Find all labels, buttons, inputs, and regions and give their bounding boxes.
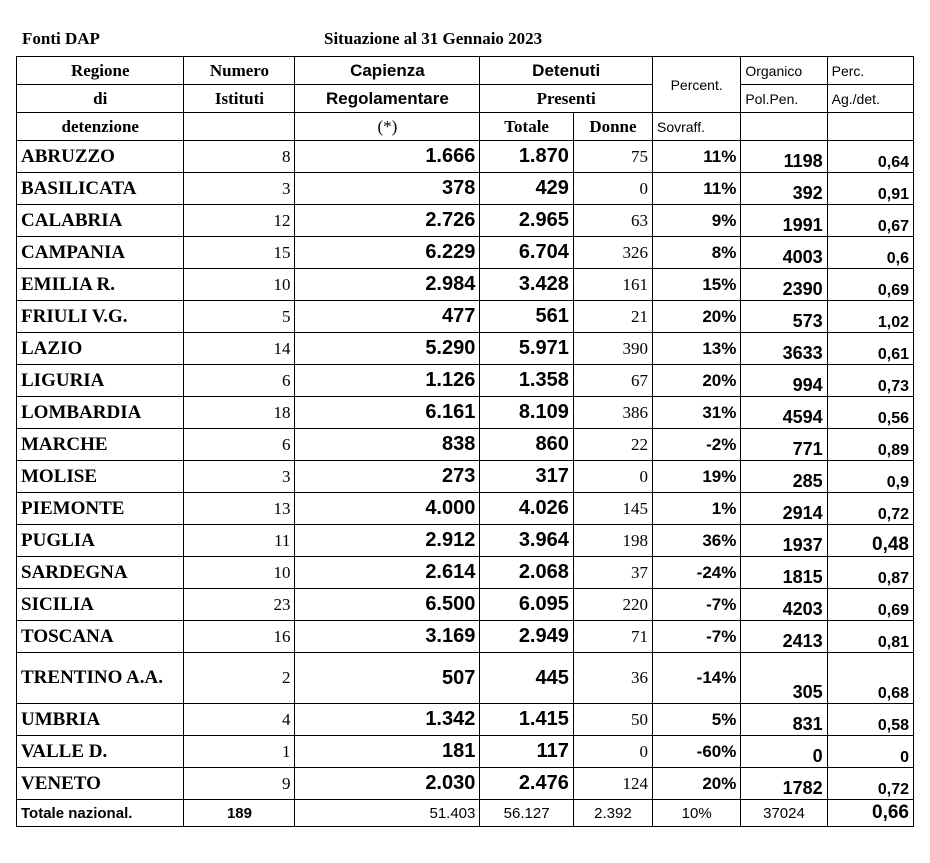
table-row: [17, 301, 914, 333]
col-header-perc-2: Ag./det.: [827, 85, 913, 113]
col-header-organico-3: [741, 113, 827, 141]
row-sovraff: 31%: [652, 397, 740, 429]
row-istituti: 23: [184, 589, 295, 621]
row-regione: EMILIA R.: [17, 269, 184, 301]
row-ag-det: 0,81: [827, 621, 913, 653]
row-regione: SARDEGNA: [17, 557, 184, 589]
col-header-perc-3: [827, 113, 913, 141]
table-body: [17, 141, 914, 800]
row-istituti: 10: [184, 269, 295, 301]
row-sovraff: 36%: [652, 525, 740, 557]
total-capienza: 51.403: [295, 800, 480, 827]
row-totale: 1.870: [480, 141, 574, 173]
row-sovraff: -14%: [652, 653, 740, 704]
row-organico: 4203: [741, 589, 827, 621]
table-row: [17, 653, 914, 704]
row-donne: 161: [573, 269, 652, 301]
row-capienza: 477: [295, 301, 480, 333]
row-ag-det: 0,61: [827, 333, 913, 365]
table-row: [17, 173, 914, 205]
total-row: [17, 800, 914, 827]
row-capienza: 2.726: [295, 205, 480, 237]
col-header-regione-2: di: [17, 85, 184, 113]
row-capienza: 6.500: [295, 589, 480, 621]
row-organico: 1782: [741, 768, 827, 800]
row-organico: 573: [741, 301, 827, 333]
prison-table: [16, 56, 914, 827]
table-row: [17, 493, 914, 525]
row-ag-det: 0,69: [827, 269, 913, 301]
table-row: [17, 269, 914, 301]
row-istituti: 13: [184, 493, 295, 525]
row-donne: 386: [573, 397, 652, 429]
row-organico: 2413: [741, 621, 827, 653]
row-organico: 1991: [741, 205, 827, 237]
row-ag-det: 0,72: [827, 493, 913, 525]
row-organico: 2914: [741, 493, 827, 525]
row-regione: SICILIA: [17, 589, 184, 621]
total-donne: 2.392: [573, 800, 652, 827]
row-sovraff: -7%: [652, 589, 740, 621]
row-istituti: 3: [184, 461, 295, 493]
row-totale: 2.476: [480, 768, 574, 800]
row-sovraff: 5%: [652, 704, 740, 736]
row-donne: 326: [573, 237, 652, 269]
row-totale: 445: [480, 653, 574, 704]
row-donne: 75: [573, 141, 652, 173]
row-regione: PUGLIA: [17, 525, 184, 557]
row-sovraff: -60%: [652, 736, 740, 768]
total-ag-det: 0,66: [827, 800, 913, 827]
row-organico: 4003: [741, 237, 827, 269]
row-totale: 429: [480, 173, 574, 205]
col-header-capienza-3: (*): [295, 113, 480, 141]
row-ag-det: 0,67: [827, 205, 913, 237]
table-row: [17, 525, 914, 557]
row-sovraff: 13%: [652, 333, 740, 365]
table-row: [17, 461, 914, 493]
row-sovraff: 9%: [652, 205, 740, 237]
row-sovraff: 15%: [652, 269, 740, 301]
row-donne: 0: [573, 461, 652, 493]
row-donne: 36: [573, 653, 652, 704]
row-istituti: 16: [184, 621, 295, 653]
row-capienza: 1.126: [295, 365, 480, 397]
row-regione: CAMPANIA: [17, 237, 184, 269]
row-regione: PIEMONTE: [17, 493, 184, 525]
row-donne: 67: [573, 365, 652, 397]
row-ag-det: 0,69: [827, 589, 913, 621]
table-row: [17, 589, 914, 621]
row-totale: 2.068: [480, 557, 574, 589]
row-sovraff: 20%: [652, 768, 740, 800]
row-capienza: 1.342: [295, 704, 480, 736]
row-donne: 37: [573, 557, 652, 589]
col-header-numero-1: Numero: [184, 57, 295, 85]
table-row: [17, 704, 914, 736]
row-ag-det: 0,87: [827, 557, 913, 589]
row-regione: LOMBARDIA: [17, 397, 184, 429]
total-totale: 56.127: [480, 800, 574, 827]
situation-date: Situazione al 31 Gennaio 2023: [324, 29, 543, 48]
row-ag-det: 0,6: [827, 237, 913, 269]
row-sovraff: -2%: [652, 429, 740, 461]
row-regione: ABRUZZO: [17, 141, 184, 173]
row-ag-det: 0,68: [827, 653, 913, 704]
row-totale: 117: [480, 736, 574, 768]
row-regione: FRIULI V.G.: [17, 301, 184, 333]
row-sovraff: -7%: [652, 621, 740, 653]
col-header-detenuti-1: Detenuti: [480, 57, 653, 85]
row-istituti: 6: [184, 365, 295, 397]
row-istituti: 12: [184, 205, 295, 237]
row-capienza: 838: [295, 429, 480, 461]
row-donne: 220: [573, 589, 652, 621]
row-donne: 0: [573, 173, 652, 205]
row-istituti: 6: [184, 429, 295, 461]
row-istituti: 10: [184, 557, 295, 589]
row-capienza: 273: [295, 461, 480, 493]
row-totale: 3.428: [480, 269, 574, 301]
row-sovraff: -24%: [652, 557, 740, 589]
row-organico: 3633: [741, 333, 827, 365]
row-regione: MARCHE: [17, 429, 184, 461]
row-capienza: 6.229: [295, 237, 480, 269]
row-organico: 1937: [741, 525, 827, 557]
row-regione: VALLE D.: [17, 736, 184, 768]
row-istituti: 18: [184, 397, 295, 429]
row-totale: 2.949: [480, 621, 574, 653]
row-sovraff: 1%: [652, 493, 740, 525]
row-organico: 1198: [741, 141, 827, 173]
row-regione: BASILICATA: [17, 173, 184, 205]
row-istituti: 1: [184, 736, 295, 768]
row-ag-det: 0,72: [827, 768, 913, 800]
row-capienza: 3.169: [295, 621, 480, 653]
total-istituti: 189: [184, 800, 295, 827]
row-ag-det: 0,91: [827, 173, 913, 205]
col-header-percent-1: Percent.: [652, 57, 740, 113]
table-row: [17, 397, 914, 429]
row-regione: CALABRIA: [17, 205, 184, 237]
row-organico: 994: [741, 365, 827, 397]
row-totale: 2.965: [480, 205, 574, 237]
row-regione: UMBRIA: [17, 704, 184, 736]
row-totale: 860: [480, 429, 574, 461]
row-donne: 198: [573, 525, 652, 557]
col-header-regione-1: Regione: [17, 57, 184, 85]
col-header-detenuti-2: Presenti: [480, 85, 653, 113]
row-organico: 771: [741, 429, 827, 461]
col-header-totale: Totale: [480, 113, 574, 141]
col-header-numero-2: Istituti: [184, 85, 295, 113]
row-donne: 21: [573, 301, 652, 333]
col-header-percent-2: Sovraff.: [652, 113, 740, 141]
row-ag-det: 0,56: [827, 397, 913, 429]
col-header-regione-3: detenzione: [17, 113, 184, 141]
table-row: [17, 768, 914, 800]
table-row: [17, 333, 914, 365]
row-organico: 0: [741, 736, 827, 768]
table-row: [17, 557, 914, 589]
row-capienza: 181: [295, 736, 480, 768]
row-istituti: 2: [184, 653, 295, 704]
row-donne: 145: [573, 493, 652, 525]
row-istituti: 3: [184, 173, 295, 205]
row-donne: 124: [573, 768, 652, 800]
row-organico: 831: [741, 704, 827, 736]
row-totale: 5.971: [480, 333, 574, 365]
row-totale: 6.704: [480, 237, 574, 269]
col-header-organico-1: Organico: [741, 57, 827, 85]
row-donne: 71: [573, 621, 652, 653]
row-sovraff: 11%: [652, 141, 740, 173]
row-ag-det: 0,73: [827, 365, 913, 397]
row-totale: 1.415: [480, 704, 574, 736]
row-sovraff: 11%: [652, 173, 740, 205]
row-capienza: 2.614: [295, 557, 480, 589]
total-sovraff: 10%: [652, 800, 740, 827]
table-row: [17, 736, 914, 768]
row-organico: 1815: [741, 557, 827, 589]
row-capienza: 6.161: [295, 397, 480, 429]
col-header-donne: Donne: [573, 113, 652, 141]
row-istituti: 14: [184, 333, 295, 365]
row-totale: 1.358: [480, 365, 574, 397]
row-organico: 305: [741, 653, 827, 704]
row-regione: TRENTINO A.A.: [17, 653, 184, 704]
row-capienza: 2.984: [295, 269, 480, 301]
row-donne: 50: [573, 704, 652, 736]
row-organico: 4594: [741, 397, 827, 429]
table-header: [17, 57, 914, 141]
row-totale: 3.964: [480, 525, 574, 557]
row-istituti: 8: [184, 141, 295, 173]
table-row: [17, 621, 914, 653]
row-regione: LAZIO: [17, 333, 184, 365]
row-ag-det: 1,02: [827, 301, 913, 333]
source-label: Fonti DAP: [22, 29, 100, 48]
row-capienza: 4.000: [295, 493, 480, 525]
row-totale: 317: [480, 461, 574, 493]
row-ag-det: 0,58: [827, 704, 913, 736]
col-header-capienza-2: Regolamentare: [295, 85, 480, 113]
table-row: [17, 141, 914, 173]
table-row: [17, 237, 914, 269]
row-sovraff: 19%: [652, 461, 740, 493]
row-istituti: 4: [184, 704, 295, 736]
col-header-numero-3: [184, 113, 295, 141]
table-row: [17, 205, 914, 237]
row-capienza: 378: [295, 173, 480, 205]
table-row: [17, 365, 914, 397]
row-istituti: 9: [184, 768, 295, 800]
row-totale: 8.109: [480, 397, 574, 429]
table-footer: [17, 800, 914, 827]
row-ag-det: 0,89: [827, 429, 913, 461]
row-istituti: 15: [184, 237, 295, 269]
row-capienza: 5.290: [295, 333, 480, 365]
row-sovraff: 20%: [652, 301, 740, 333]
row-totale: 6.095: [480, 589, 574, 621]
row-organico: 392: [741, 173, 827, 205]
col-header-capienza-1: Capienza: [295, 57, 480, 85]
row-organico: 2390: [741, 269, 827, 301]
row-totale: 561: [480, 301, 574, 333]
row-donne: 0: [573, 736, 652, 768]
total-label: Totale nazional.: [17, 800, 184, 827]
row-sovraff: 20%: [652, 365, 740, 397]
row-donne: 63: [573, 205, 652, 237]
table-row: [17, 429, 914, 461]
row-ag-det: 0,9: [827, 461, 913, 493]
row-capienza: 2.912: [295, 525, 480, 557]
col-header-perc-1: Perc.: [827, 57, 913, 85]
total-organico: 37024: [741, 800, 827, 827]
row-organico: 285: [741, 461, 827, 493]
row-ag-det: 0,64: [827, 141, 913, 173]
row-donne: 390: [573, 333, 652, 365]
row-totale: 4.026: [480, 493, 574, 525]
col-header-organico-2: Pol.Pen.: [741, 85, 827, 113]
row-istituti: 11: [184, 525, 295, 557]
row-sovraff: 8%: [652, 237, 740, 269]
row-regione: TOSCANA: [17, 621, 184, 653]
row-capienza: 1.666: [295, 141, 480, 173]
row-ag-det: 0: [827, 736, 913, 768]
row-capienza: 2.030: [295, 768, 480, 800]
row-capienza: 507: [295, 653, 480, 704]
row-ag-det: 0,48: [827, 525, 913, 557]
row-regione: MOLISE: [17, 461, 184, 493]
row-istituti: 5: [184, 301, 295, 333]
row-regione: VENETO: [17, 768, 184, 800]
row-regione: LIGURIA: [17, 365, 184, 397]
row-donne: 22: [573, 429, 652, 461]
